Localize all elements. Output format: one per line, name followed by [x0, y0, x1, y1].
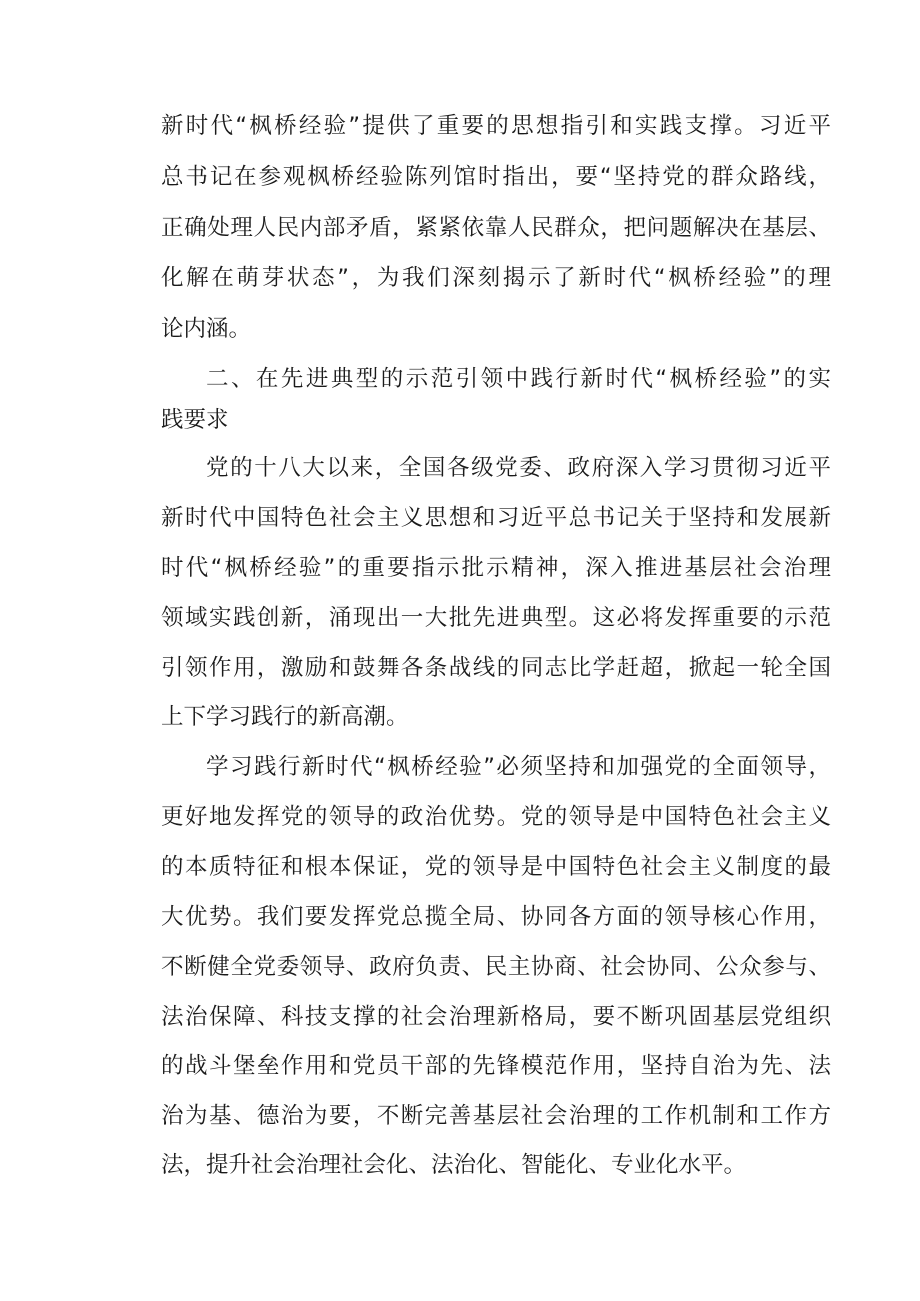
- text-line: 的战斗堡垒作用和党员干部的先锋模范作用，坚持自治为先、法: [161, 1053, 831, 1079]
- heading-line: 践要求: [161, 407, 229, 433]
- text-line: 法治保障、科技支撑的社会治理新格局，要不断巩固基层党组织: [161, 1004, 831, 1030]
- heading-line: 二、在先进典型的示范引领中践行新时代“枫桥经验”的实: [206, 366, 831, 392]
- text-line: 大优势。我们要发挥党总揽全局、协同各方面的领导核心作用，: [161, 904, 831, 930]
- text-line: 论内涵。: [161, 316, 252, 342]
- text-line: 治为基、德治为要，不断完善基层社会治理的工作机制和工作方: [161, 1103, 831, 1129]
- text-line: 总书记在参观枫桥经验陈列馆时指出，要“坚持党的群众路线，: [161, 164, 831, 190]
- text-line: 党的十八大以来，全国各级党委、政府深入学习贯彻习近平: [206, 455, 831, 481]
- text-line: 法，提升社会治理社会化、法治化、智能化、专业化水平。: [161, 1152, 747, 1178]
- text-line: 时代“枫桥经验”的重要指示批示精神，深入推进基层社会治理: [161, 555, 831, 581]
- text-line: 的本质特征和根本保证，党的领导是中国特色社会主义制度的最: [161, 854, 831, 880]
- text-line: 新时代“枫桥经验”提供了重要的思想指引和实践支撑。习近平: [161, 113, 831, 139]
- text-line: 正确处理人民内部矛盾，紧紧依靠人民群众，把问题解决在基层、: [161, 215, 831, 241]
- text-line: 学习践行新时代“枫桥经验”必须坚持和加强党的全面领导，: [206, 754, 831, 780]
- text-line: 化解在萌芽状态”，为我们深刻揭示了新时代“枫桥经验”的理: [161, 265, 831, 291]
- text-line: 更好地发挥党的领导的政治优势。党的领导是中国特色社会主义: [161, 804, 831, 830]
- text-line: 引领作用，激励和鼓舞各条战线的同志比学赶超，掀起一轮全国: [161, 655, 831, 681]
- text-line: 领域实践创新，涌现出一大批先进典型。这必将发挥重要的示范: [161, 605, 831, 631]
- text-line: 上下学习践行的新高潮。: [161, 704, 409, 730]
- text-line: 新时代中国特色社会主义思想和习近平总书记关于坚持和发展新: [161, 505, 831, 531]
- text-line: 不断健全党委领导、政府负责、民主协商、社会协同、公众参与、: [161, 954, 831, 980]
